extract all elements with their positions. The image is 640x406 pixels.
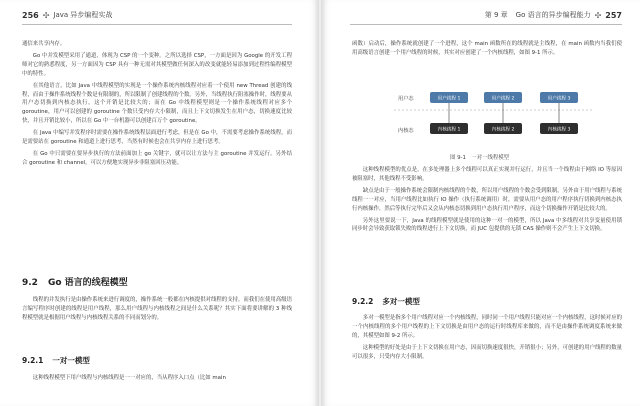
right-page-header (485, 10, 622, 20)
chapter-title: Go 语言的异步编程能力 (515, 11, 591, 19)
user-thread-row (430, 92, 578, 103)
section-number: 9.2.2 (352, 297, 374, 306)
section-heading-9-2-2 (352, 296, 420, 307)
one-to-one-diagram (394, 88, 594, 150)
kernel-space-label: 内核态 (398, 128, 414, 134)
section-title: 一对一模型 (52, 356, 90, 365)
ornament-icon: ✣ (42, 10, 50, 20)
right-body-middle (352, 166, 622, 234)
user-thread-label: 用户线程 3 (547, 96, 571, 102)
kernel-thread-label: 内核线程 3 (547, 127, 571, 133)
kernel-thread-label: 内核线程 2 (491, 127, 515, 133)
paragraph: 这种模型的好处是由于上下文切换在用户态，因而切换速度很快，开销很小；另外，可创建的用户线程的数量可以很多，只受内存大小限制。 (352, 344, 622, 360)
kernel-thread-row (430, 123, 578, 134)
user-space-label: 用户态 (398, 96, 414, 102)
paragraph: 多对一模型是指多个用户线程对应一个内核线程，同时同一个用户线程只能对应一个内核线程，这时候对应的一个内核线程的多个用户线程的上下文切换是由用户态的运行时线程库来做的，而不是由操作系统调度系统来做的，其模型如图 9-2 所示。 (352, 315, 622, 339)
left-body-bottom (22, 374, 292, 383)
paragraph: 函数）启动后，操作系统就创建了一个进程，这个 main 函数所在的线程就是主线程，在 main 函数内当我们使用高级语言创建一个用户线程的时候，其实对应创建了一个内核线程，如图 9-1 所示。 (352, 41, 622, 56)
right-body-top (352, 40, 622, 58)
right-page (322, 0, 640, 406)
thread-mapping-lines (449, 103, 559, 123)
paragraph: 在 Java 中编写并发程序时需要在操作系统线程层面进行考虑，但是在 Go 中，不需要考虑操作系统线程，而是需要站在 goroutine 和通道上进行思考，当然有时候也会在共享内存上进行思考。 (22, 130, 292, 146)
chapter-label: 第 9 章 (484, 11, 508, 19)
header-rule (22, 24, 292, 25)
paragraph: 这种线程模型的优点是，在多处理器上多个线程可以真正实现并行运行，并且当一个线程由于网络 IO 等原因被阻塞时，其他线程不受影响。 (352, 167, 622, 182)
section-heading-9-2 (22, 275, 128, 288)
paragraph: 在其他语言，比如 Java 中线程模型的实现是一个操作系统内核线程对应着一个使用 new Thread 创建的线程，而由于操作系统线程个数是有限制的，所以限制了创建线程的个数。另外，当线程执行阻塞操作时，线程要从用户态切换到内核态执行，这个开销是比较大的；而在 Go 中线程模型则是一个操作系统线程对应多个 goroutine，用户可以创建的 goroutine 个数只受内存大小限制，而且上下文切换发生在用户态，切换速度比较快，并且开销比较小，所以在 Go 中一台机器可以创建百万个 goroutine。 (22, 82, 292, 125)
left-body-models (22, 296, 292, 323)
left-page-number: 256 (22, 10, 39, 20)
right-page-number: 257 (605, 10, 622, 20)
paragraph: 这种线程模型下用户线程与内核线程是一一对应的，当从程序入口点（比如 main (32, 375, 226, 381)
kernel-thread-label: 内核线程 1 (437, 127, 461, 133)
header-rule (350, 24, 622, 25)
section-heading-9-2-1 (22, 355, 90, 366)
left-page-header (22, 10, 112, 20)
right-body-bottom (352, 314, 622, 362)
user-thread-label: 用户线程 1 (437, 96, 461, 102)
paragraph: 缺点是由于一般操作系统会限制内核线程的个数，所以用户线程的个数会受到限制。另外由于用户线程与系统线程一一对应，当用户线程比如执行 IO 操作（执行系统调用）时，需要从用户态的用户程序执行切换到内核态执行内核操作，然后等执行完毕后又会从内核态切换到用户态执行用户程序，而这个切换操作开销是比较大的。 (352, 187, 622, 212)
paragraph: 在 Go 中只需要在要异步执行的方法前面加上 go 关键字，就可以让方法与主 goroutine 并发运行。另外结合 goroutine 和 channel，可以方便地实现异步非阻塞回压功能。 (22, 150, 292, 166)
ornament-icon: ✣ (594, 10, 602, 20)
paragraph: Go 中并发模型采用了通道，体现为 CSP 的一个变种。之所以选择 CSP，一方面是因为 Google 的开发工程师对它的熟悉程度，另一方面因为 CSP 具有一种无需对其模型做任何深入的改变就能轻易添加到过程性编程模型中的特性。 (22, 52, 292, 77)
section-title: Go 语言的线程模型 (47, 278, 128, 288)
user-thread-label: 用户线程 2 (491, 96, 515, 102)
section-number: 9.2 (22, 278, 38, 288)
paragraph: 另外这里要说一下，Java 的线程模型就是使用的这种一对一的模型，所以 Java 中多线程对共享变量使用锁同步时会导致获取锁失败的线程进行上下文切换，而 JUC 包提供的无锁 CAS 操作则不会产生上下文切换。 (352, 217, 622, 233)
paragraph: 通信来共享内存。 (22, 41, 66, 47)
left-body-top (22, 40, 292, 168)
book-title: Java 异步编程实战 (53, 11, 113, 19)
section-title: 多对一模型 (382, 297, 420, 306)
figure-caption: 图 9-1 一对一线程模型 (450, 155, 510, 161)
left-page (0, 0, 318, 406)
paragraph: 线程的并发执行是由操作系统来进行调度的，操作系统一般都在内核提供对线程的支持。而我们在使用高级语言编写程序时创建的线程是用户线程，那么用户线程与内核线程之间是什么关系呢？其实下面将要讲解的 3 种线程模型就是根据用户线程与内核线程关系的不同而划分的。 (22, 297, 292, 321)
section-number: 9.2.1 (22, 356, 44, 365)
